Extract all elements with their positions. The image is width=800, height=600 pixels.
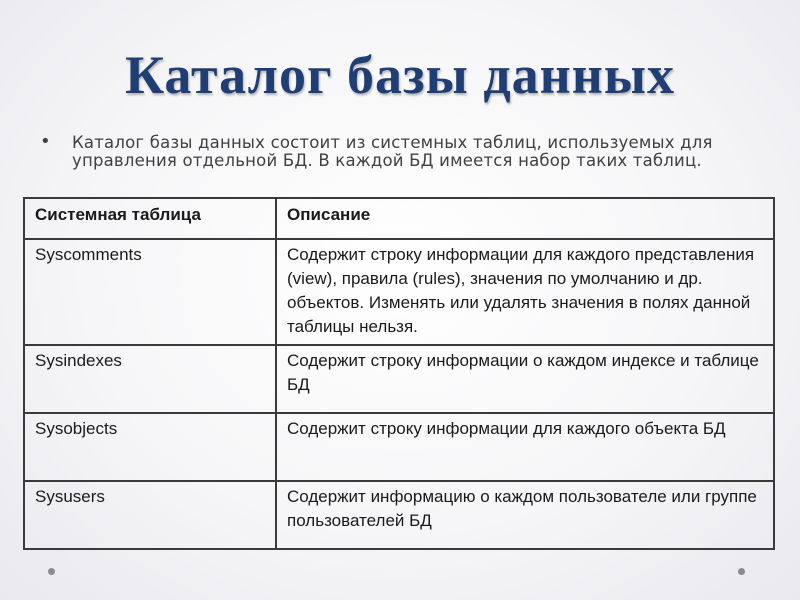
cell-description: Содержит строку информации о каждом индексе и таблице БД <box>276 345 774 413</box>
cell-description: Содержит строку информации для каждого представления (view), правила (rules), значения по умолчанию и др. объектов. Изменять или удалять значения в полях данной таблицы нельзя. <box>276 239 774 345</box>
nav-right-dot-icon[interactable] <box>738 568 745 575</box>
cell-table-name: Syscomments <box>24 239 276 345</box>
system-tables-table <box>23 197 775 550</box>
table-row <box>24 345 774 413</box>
slide-title: Каталог базы данных <box>124 45 676 105</box>
cell-table-name: Sysusers <box>24 481 276 549</box>
table-row <box>24 239 774 345</box>
cell-description: Содержит строку информации для каждого объекта БД <box>276 413 774 481</box>
cell-description: Содержит информацию о каждом пользователе или группе пользователей БД <box>276 481 774 549</box>
table-row <box>24 413 774 481</box>
bullet-icon: • <box>40 131 51 152</box>
cell-table-name: Sysindexes <box>24 345 276 413</box>
nav-left-dot-icon[interactable] <box>48 568 55 575</box>
cell-table-name: Sysobjects <box>24 413 276 481</box>
header-description: Описание <box>276 198 774 239</box>
header-system-table: Системная таблица <box>24 198 276 239</box>
table-row <box>24 481 774 549</box>
table-header-row <box>24 198 774 239</box>
bullet-text: Каталог базы данных состоит из системных таблиц, используемых для управления отдельной БД. В каждой БД имеется набор таких таблиц. <box>72 133 713 170</box>
